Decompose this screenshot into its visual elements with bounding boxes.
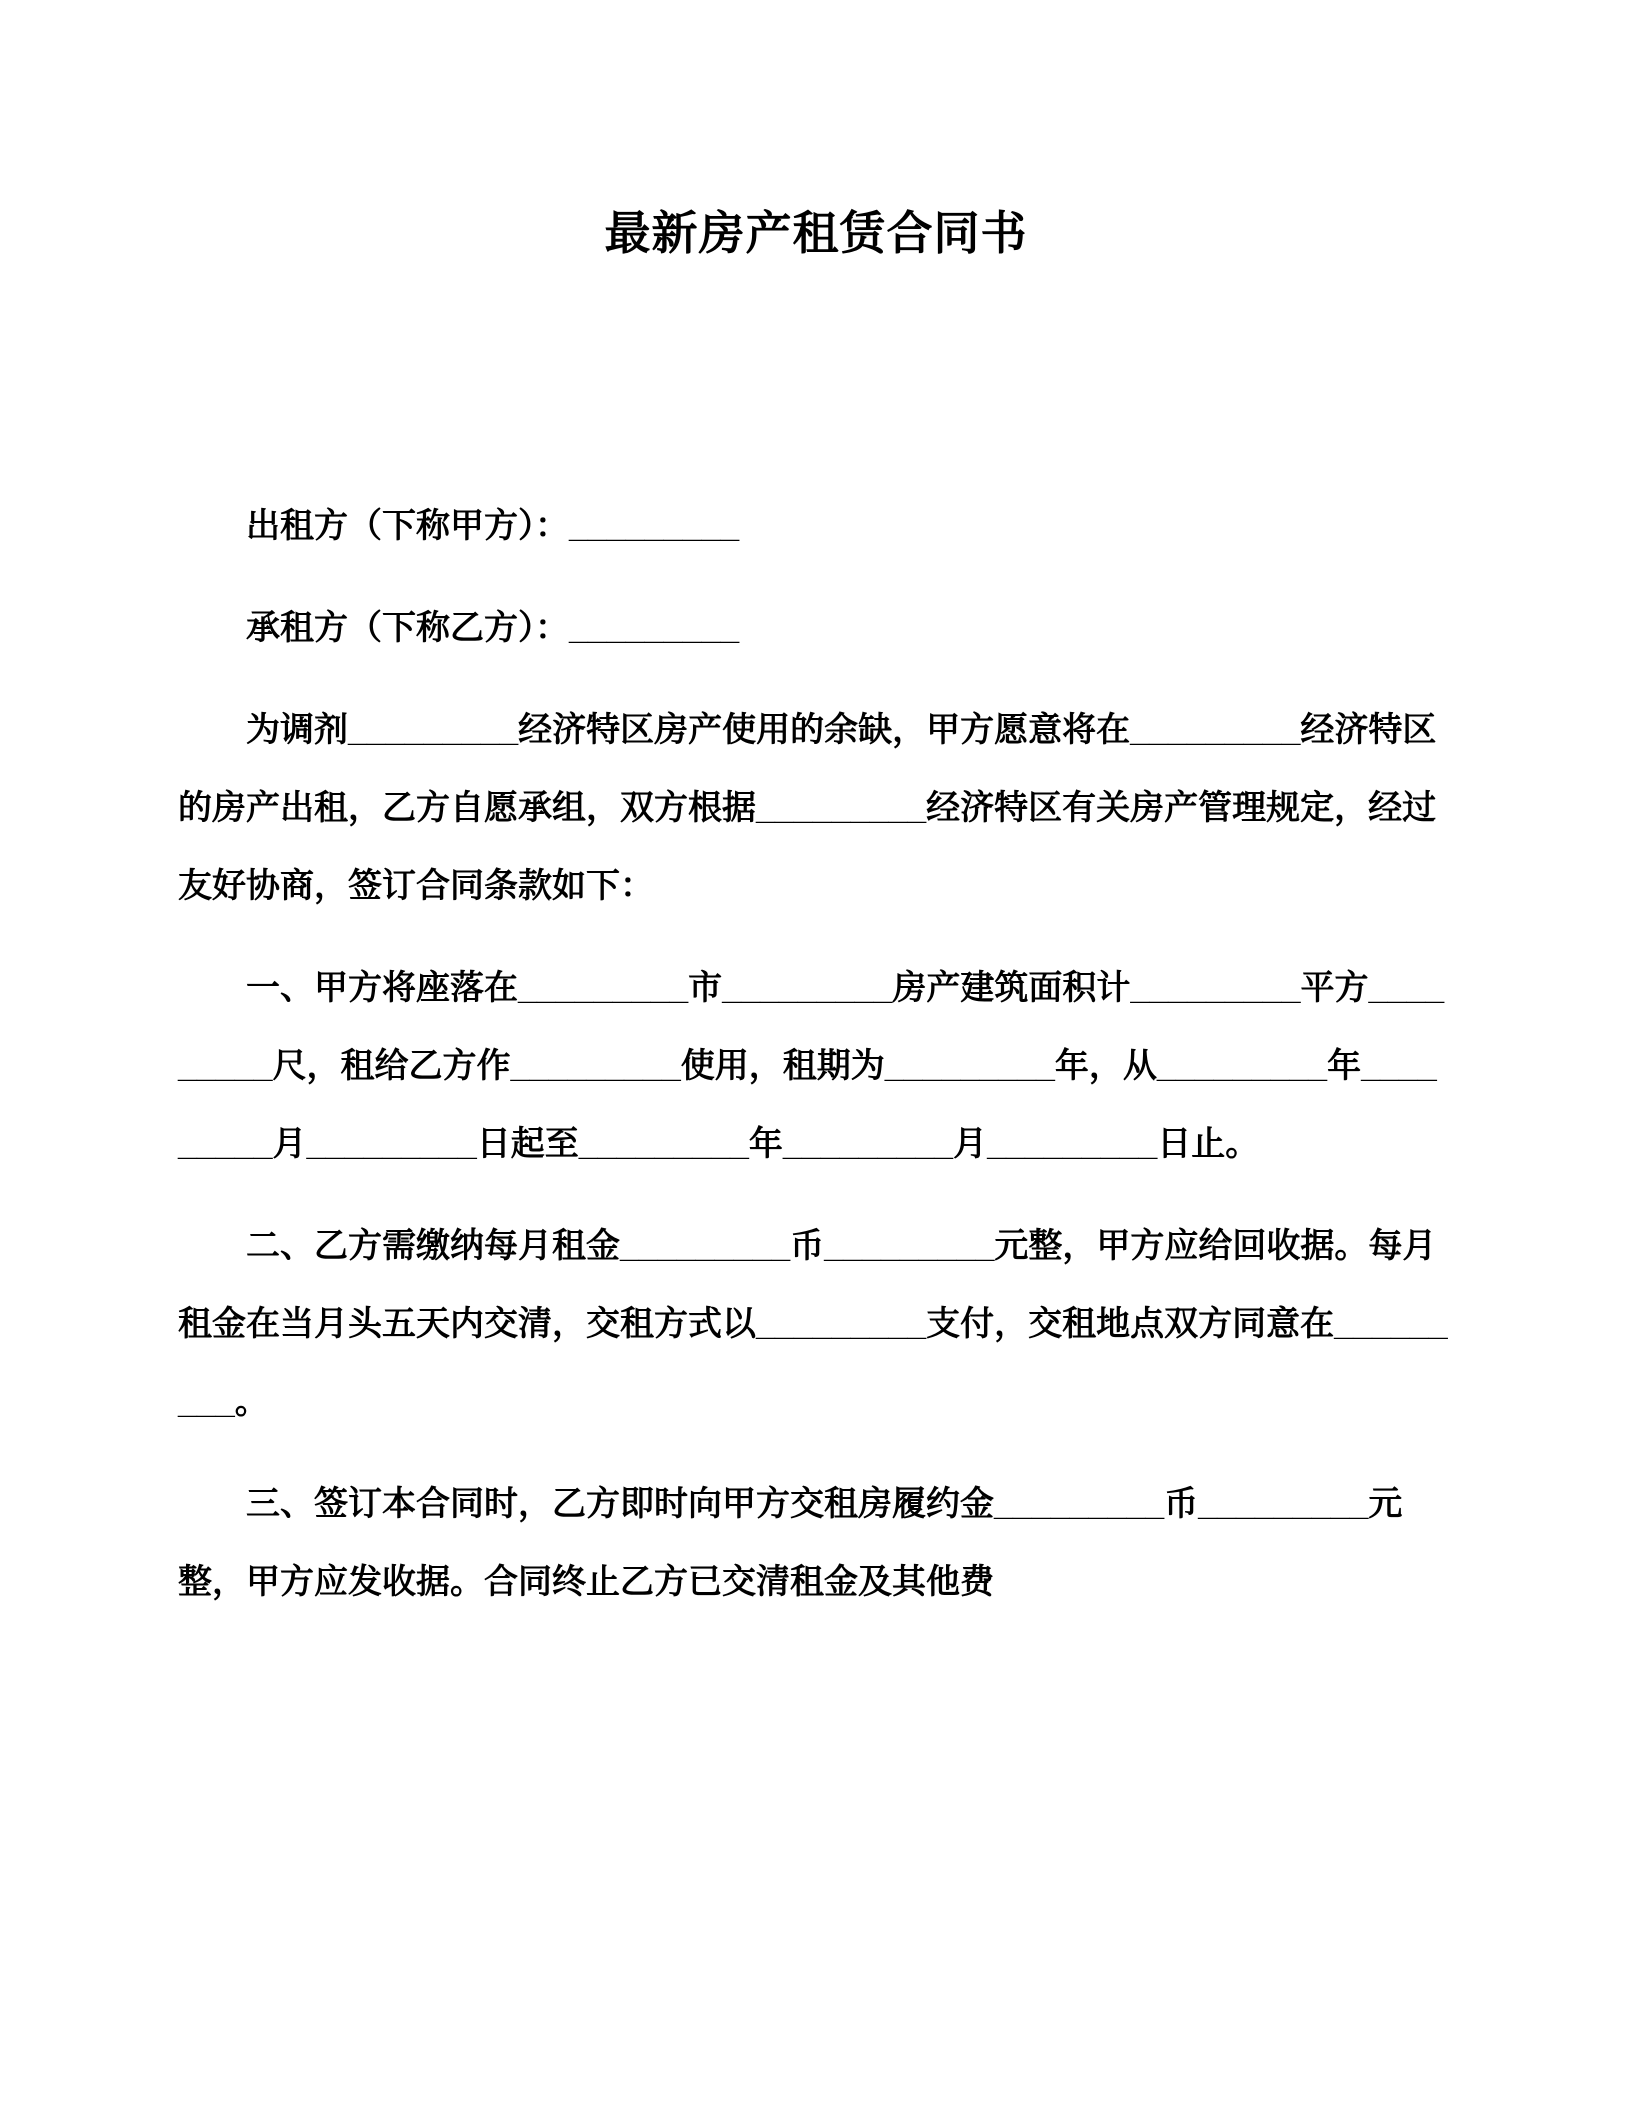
document-title: 最新房产租赁合同书 [604, 207, 1028, 259]
preamble-paragraph: 为调剂_________经济特区房产使用的余缺，甲方愿意将在_________经济特区的房产出租，乙方自愿承组，双方根据_________经济特区有关房产管理规定，经过友好协商，签订合同条款如下： [178, 710, 1437, 905]
party-lessee-line: 承租方（下称乙方）：_________ [246, 608, 740, 647]
document-body [178, 487, 1454, 1621]
clause-1-paragraph: 一、甲方将座落在_________市_________房产建筑面积计_________平方_________尺，租给乙方作_________使用，租期为_________年，从_________年_________月_________日起至_________年_________月_________日止。 [178, 968, 1445, 1163]
party-lessor-line: 出租方（下称甲方）：_________ [246, 506, 740, 545]
clause-3-paragraph: 三、签订本合同时，乙方即时向甲方交租房履约金_________币_________元整，甲方应发收据。合同终止乙方已交清租金及其他费 [178, 1484, 1403, 1601]
clause-2-paragraph: 二、乙方需缴纳每月租金_________币_________元整，甲方应给回收据。每月租金在当月头五天内交清，交租方式以_________支付，交租地点双方同意在_________。 [178, 1226, 1448, 1421]
